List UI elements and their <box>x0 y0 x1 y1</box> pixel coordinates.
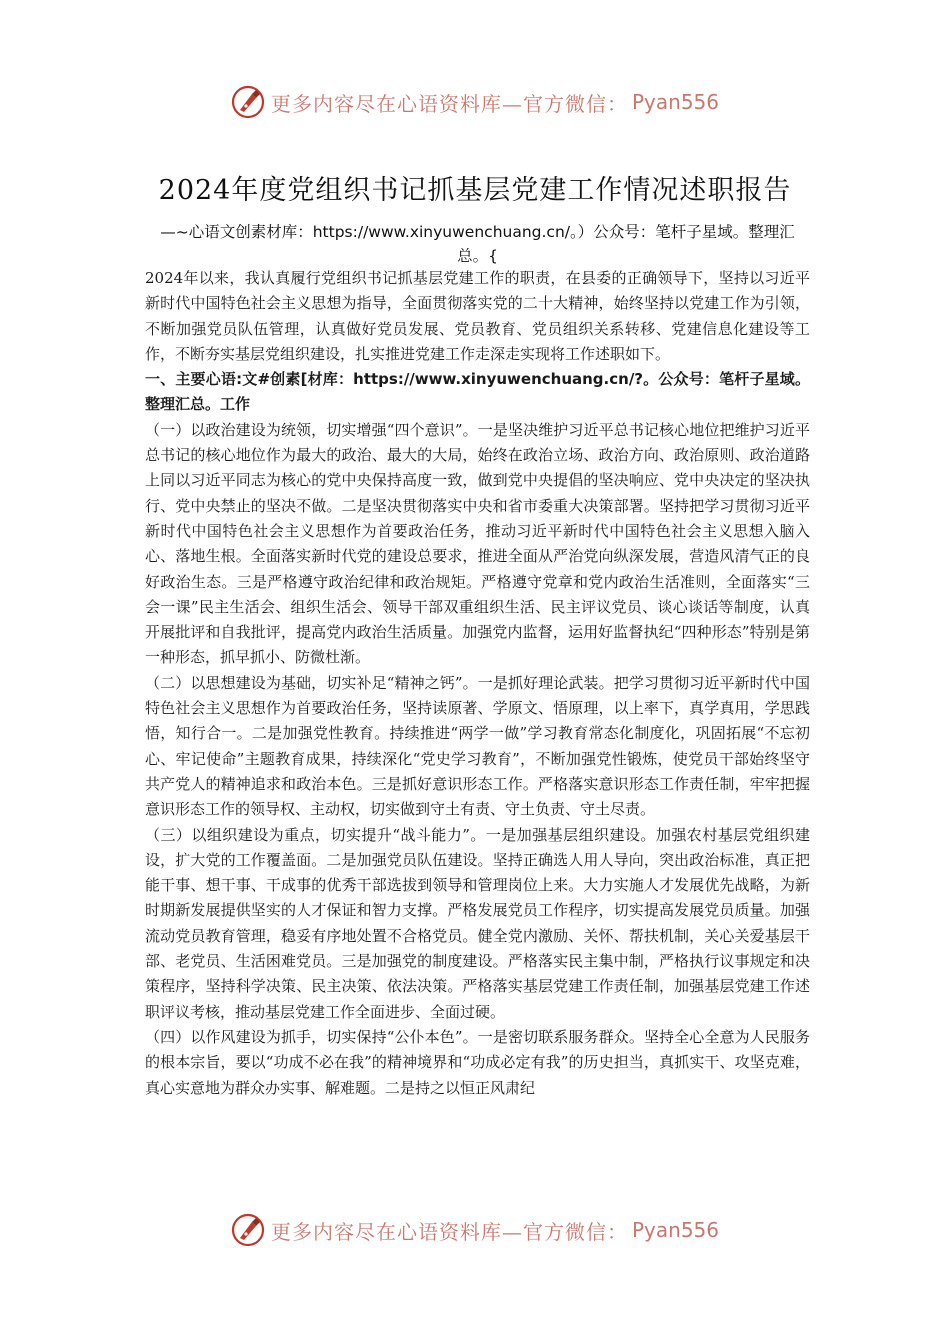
footer-watermark-banner <box>0 1208 950 1252</box>
document-subtitle: —~心语文创素材库：https://www.xinyuwenchuang.cn/。）公众号：笔杆子星域。整理汇总。{ <box>160 223 795 265</box>
banner-wechat-id: Pyan556 <box>631 90 719 114</box>
intro-paragraph: 2024年以来，我认真履行党组织书记抓基层党建工作的职责，在县委的正确领导下，坚持以习近平新时代中国特色社会主义思想为指导，全面贯彻落实党的二十大精神，始终坚持以党建工作为引领，不断加强党员队伍管理，认真做好党员发展、党员教育、党员组织关系转移、党建信息化建设等工作，不断夯实基层党组织建设，扎实推进党建工作走深走实现将工作述职如下。 <box>145 269 810 363</box>
header-watermark-banner <box>0 80 950 124</box>
section-heading: 一、主要心语:文#创素[材库：https://www.xinyuwenchuang.cn/?。公众号：笔杆子星域。整理汇总。工作 <box>145 370 810 414</box>
banner-text: 更多内容尽在心语资料库—官方微信： <box>270 1219 628 1244</box>
body-paragraph-political: （一）以政治建设为统领，切实增强“四个意识”。一是坚决维护习近平总书记核心地位把维护习近平总书记的核心地位作为最大的政治、最大的大局，始终在政治立场、政治方向、政治原则、政治道路上同以习近平同志为核心的党中央保持高度一致，做到党中央提倡的坚决响应、党中央决定的坚决执行、党中央禁止的坚决不做。二是坚决贯彻落实中央和省市委重大决策部署。坚持把学习贯彻习近平新时代中国特色社会主义思想作为首要政治任务，推动习近平新时代中国特色社会主义思想入脑入心、落地生根。全面落实新时代党的建设总要求，推进全面从严治党向纵深发展，营造风清气正的良好政治生态。三是严格遵守政治纪律和政治规矩。严格遵守党章和党内政治生活准则，全面落实“三会一课”民主生活会、组织生活会、领导干部双重组织生活、民主评议党员、谈心谈话等制度，认真开展批评和自我批评，提高党内政治生活质量。加强党内监督，运用好监督执纪“四种形态”特别是第一种形态，抓早抓小、防微杜渐。 <box>145 420 810 667</box>
pen-nib-logo-icon <box>231 1213 265 1247</box>
body-paragraph-ideological: （二）以思想建设为基础，切实补足“精神之钙”。一是抓好理论武装。把学习贯彻习近平新时代中国特色社会主义思想作为首要政治任务，坚持读原著、学原文、悟原理，以上率下，真学真用，学思践悟，知行合一。二是加强党性教育。持续推进“两学一做”学习教育常态化制度化，巩固拓展“不忘初心、牢记使命”主题教育成果，持续深化“党史学习教育”，不断加强党性锻炼，使党员干部始终坚守共产党人的精神追求和政治本色。三是抓好意识形态工作。严格落实意识形态工作责任制，牢牢把握意识形态工作的领导权、主动权，切实做到守土有责、守土负责、守土尽责。 <box>145 673 810 819</box>
document-body <box>145 266 810 1101</box>
banner-wechat-id: Pyan556 <box>631 1218 719 1242</box>
banner-text: 更多内容尽在心语资料库—官方微信： <box>270 91 628 116</box>
body-paragraph-organizational: （三）以组织建设为重点，切实提升“战斗能力”。一是加强基层组织建设。加强农村基层党组织建设，扩大党的工作覆盖面。二是加强党员队伍建设。坚持正确选人用人导向，突出政治标准，真正把能干事、想干事、干成事的优秀干部选拔到领导和管理岗位上来。大力实施人才发展优先战略，为新时期新发展提供坚实的人才保证和智力支撑。严格发展党员工作程序，切实提高发展党员质量。加强流动党员教育管理，稳妥有序地处置不合格党员。健全党内激励、关怀、帮扶机制，关心关爱基层干部、老党员、生活困难党员。三是加强党的制度建设。严格落实民主集中制，严格执行议事规定和决策程序，坚持科学决策、民主决策、依法决策。严格落实基层党建工作责任制，加强基层党建工作述职评议考核，推动基层党建工作全面进步、全面过硬。 <box>145 825 810 1021</box>
pen-nib-logo-icon <box>231 85 265 119</box>
document-title: 2024年度党组织书记抓基层党建工作情况述职报告 <box>158 175 792 207</box>
body-paragraph-conduct: （四）以作风建设为抓手，切实保持“公仆本色”。一是密切联系服务群众。坚持全心全意为人民服务的根本宗旨，要以“功成不必在我”的精神境界和“功成必定有我”的历史担当，真抓实干、攻坚克难，真心实意地为群众办实事、解难题。二是持之以恒正风肃纪 <box>145 1027 810 1097</box>
